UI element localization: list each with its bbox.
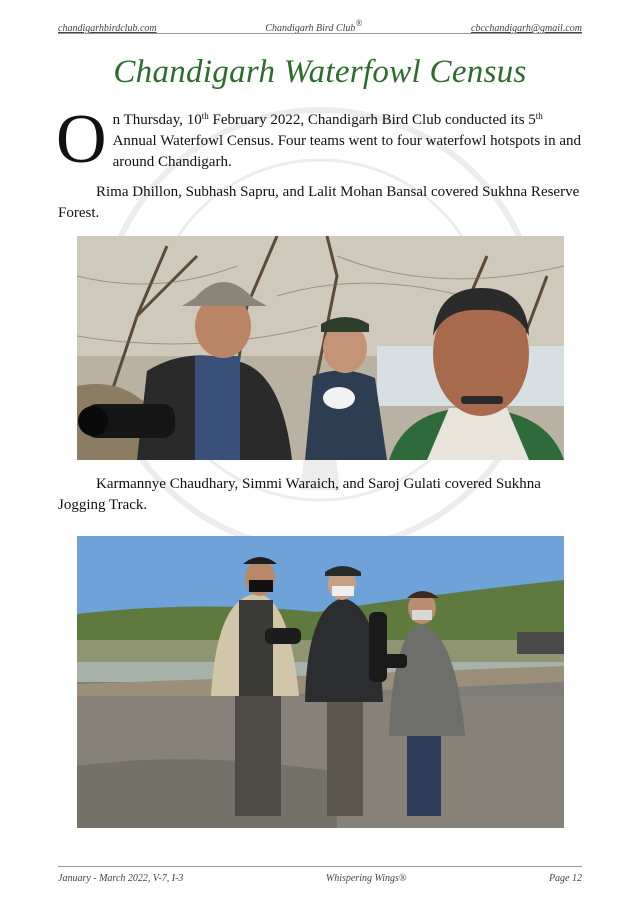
- magazine-name: Whispering Wings®: [325, 873, 407, 884]
- header-divider: [58, 33, 582, 34]
- footer-divider: [58, 866, 582, 867]
- page-footer: [58, 873, 582, 884]
- team1-paragraph: Rima Dhillon, Subhash Sapru, and Lalit Mohan Bansal covered Sukhna Reserve Forest.: [58, 184, 580, 221]
- website-link[interactable]: chandigarhbirdclub.com: [58, 23, 157, 34]
- header-club-name: Chandigarh Bird Club®: [265, 18, 363, 34]
- drop-cap: O: [56, 101, 107, 178]
- article-title: Chandigarh Waterfowl Census: [113, 54, 527, 90]
- intro-paragraph: On Thursday, 10th February 2022, Chandigarh Bird Club conducted its 5th Annual Waterfowl Census. Four teams went to four waterfowl hotspots in and around Chandigarh.: [56, 101, 581, 178]
- team1-photo: [77, 236, 564, 460]
- email-link[interactable]: cbcchandigarh@gmail.com: [471, 23, 582, 34]
- page-header: [58, 18, 582, 34]
- team2-photo: [77, 536, 564, 828]
- issue-info: January - March 2022, V-7, I-3: [58, 873, 184, 884]
- page-number: Page 12: [548, 873, 582, 884]
- team2-paragraph: Karmannye Chaudhary, Simmi Waraich, and Saroj Gulati covered Sukhna Jogging Track.: [58, 476, 541, 513]
